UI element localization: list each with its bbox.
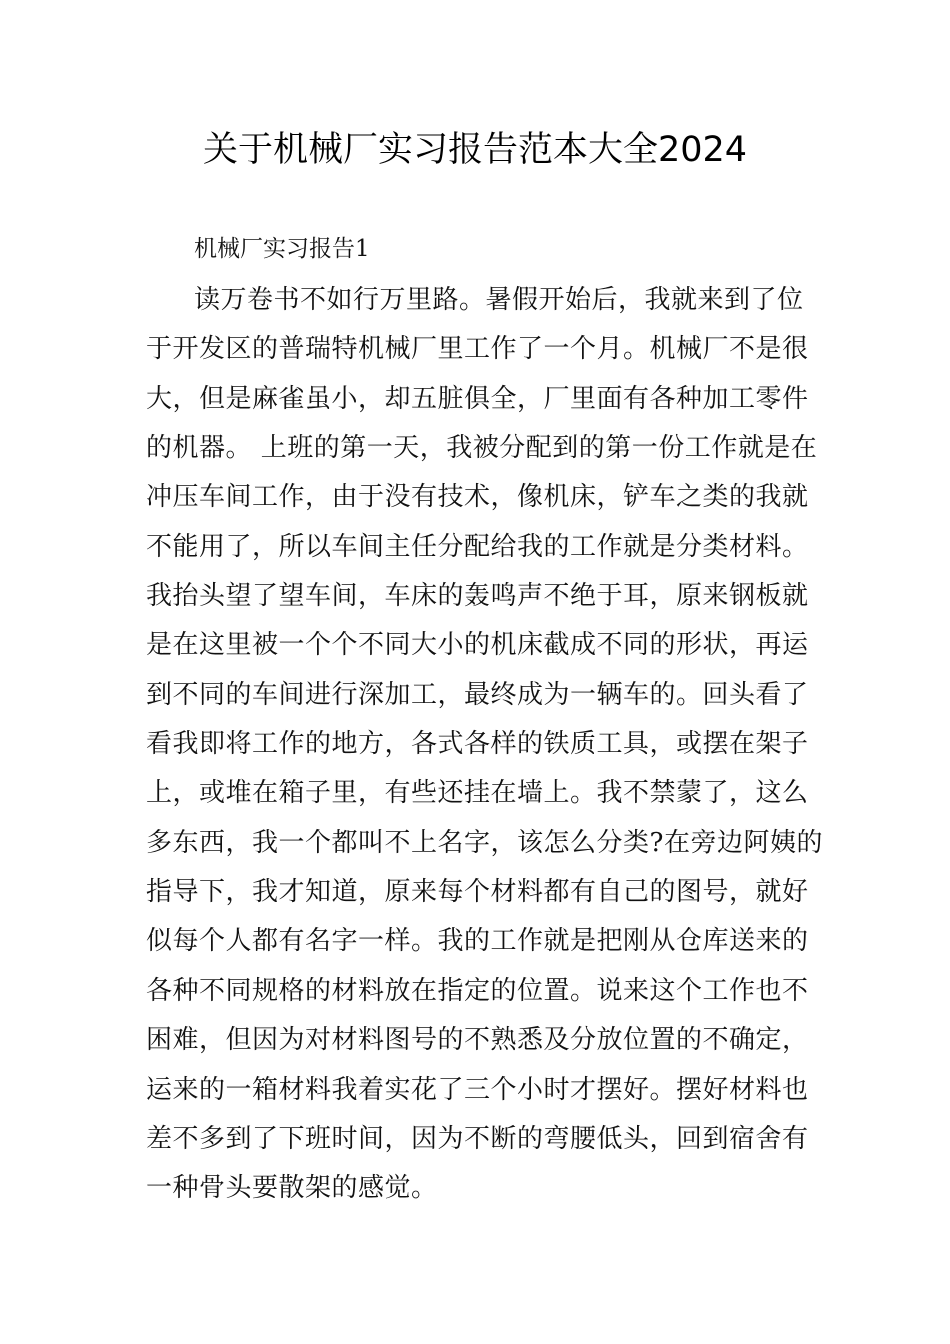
paragraph-line: 大，但是麻雀虽小，却五脏俱全，厂里面有各种加工零件: [146, 383, 809, 414]
paragraph-line: 到不同的车间进行深加工，最终成为一辆车的。回头看了: [146, 679, 809, 710]
paragraph-line: 似每个人都有名字一样。我的工作就是把刚从仓库送来的: [146, 926, 809, 957]
paragraph-line: 一种骨头要散架的感觉。: [146, 1173, 438, 1204]
paragraph: [146, 276, 823, 1214]
paragraph-line: 我抬头望了望车间，车床的轰鸣声不绝于耳，原来钢板就: [146, 581, 809, 612]
paragraph-line: 读万卷书不如行万里路。暑假开始后，我就来到了位: [194, 285, 804, 315]
document-title: 关于机械厂实习报告范本大全2024: [202, 130, 748, 170]
paragraph-line: 上，或堆在箱子里，有些还挂在墙上。我不禁蒙了，这么: [146, 778, 809, 809]
paragraph-line: 是在这里被一个个不同大小的机床截成不同的形状，再运: [146, 630, 809, 661]
paragraph-line: 各种不同规格的材料放在指定的位置。说来这个工作也不: [146, 975, 809, 1006]
paragraph-line: 多东西，我一个都叫不上名字，该怎么分类?在旁边阿姨的: [146, 827, 823, 858]
paragraph-line: 指导下，我才知道，原来每个材料都有自己的图号，就好: [146, 877, 809, 908]
paragraph-line: 冲压车间工作，由于没有技术，像机床，铲车之类的我就: [146, 482, 809, 513]
paragraph-line: 于开发区的普瑞特机械厂里工作了一个月。机械厂不是很: [146, 334, 809, 365]
paragraph-line: 不能用了，所以车间主任分配给我的工作就是分类材料。: [146, 531, 809, 562]
paragraph-line: 看我即将工作的地方，各式各样的铁质工具，或摆在架子: [146, 729, 809, 760]
paragraph-line: 困难，但因为对材料图号的不熟悉及分放位置的不确定，: [146, 1025, 809, 1056]
paragraph-line: 运来的一箱材料我着实花了三个小时才摆好。摆好材料也: [146, 1074, 809, 1105]
section-heading: 机械厂实习报告1: [194, 236, 370, 262]
paragraph-line: 差不多到了下班时间，因为不断的弯腰低头，回到宿舍有: [146, 1123, 809, 1154]
paragraph-line: 的机器。 上班的第一天，我被分配到的第一份工作就是在: [146, 433, 818, 464]
